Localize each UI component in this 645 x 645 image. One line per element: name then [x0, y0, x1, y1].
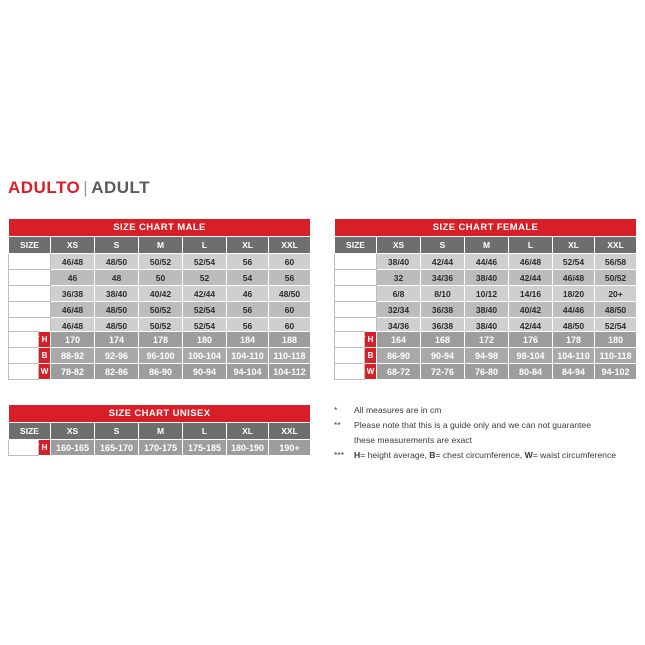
female-col-xs: XS: [377, 237, 421, 254]
table-row: [335, 270, 637, 286]
female-measure-cell: 98-104: [509, 348, 553, 364]
female-measure-cell: 94-98: [465, 348, 509, 364]
female-measure-cell: 104-110: [553, 348, 595, 364]
female-cell: 18/20: [553, 286, 595, 302]
female-row-label-de: DE: [335, 270, 377, 286]
female-cell: 48/50: [553, 318, 595, 334]
male-cell: 46/48: [51, 254, 95, 270]
male-cell: 56: [227, 254, 269, 270]
female-cell: 6/8: [377, 286, 421, 302]
male-cell: 50/52: [139, 302, 183, 318]
note-text-continued: these measurements are exact: [354, 435, 472, 445]
female-cell: 36/38: [421, 302, 465, 318]
unisex-col-xxl: XXL: [269, 423, 311, 440]
table-row: [9, 364, 311, 380]
female-col-l: L: [509, 237, 553, 254]
male-cell: 48/50: [95, 254, 139, 270]
male-col-l: L: [183, 237, 227, 254]
female-table-column-header-row: [335, 237, 637, 254]
female-col-xl: XL: [553, 237, 595, 254]
male-measure-cell: 104-112: [269, 364, 311, 380]
female-cell: 46/48: [553, 270, 595, 286]
male-cell: 60: [269, 254, 311, 270]
unisex-measure-cell: 175-185: [183, 440, 227, 456]
female-measure-cell: 172: [465, 332, 509, 348]
male-cell: 36/38: [51, 286, 95, 302]
male-cell: 52/54: [183, 318, 227, 334]
table-row: [9, 270, 311, 286]
female-cell: 34/36: [421, 270, 465, 286]
male-col-m: M: [139, 237, 183, 254]
male-row-label-de: DE: [9, 270, 51, 286]
female-measure-cell: 84-94: [553, 364, 595, 380]
table-row: [335, 286, 637, 302]
female-measure-cell: 90-94: [421, 348, 465, 364]
male-measure-label-chest: CHEST: [9, 348, 39, 364]
female-cell: 38/40: [465, 270, 509, 286]
male-cell: 56: [227, 302, 269, 318]
table-row: [9, 254, 311, 270]
male-measure-cell: 178: [139, 332, 183, 348]
male-measure-cell: 174: [95, 332, 139, 348]
male-cell: 52/54: [183, 302, 227, 318]
female-col-xxl: XXL: [595, 237, 637, 254]
male-table-heading: SIZE CHART MALE: [9, 219, 311, 237]
female-measure-cell: 72-76: [421, 364, 465, 380]
female-cell: 8/10: [421, 286, 465, 302]
male-measure-cell: 100-104: [183, 348, 227, 364]
female-cell: 48/50: [595, 302, 637, 318]
size-chart-female-table: [334, 218, 637, 334]
female-cell: 14/16: [509, 286, 553, 302]
note-item: [334, 419, 642, 432]
female-measure-cell: 178: [553, 332, 595, 348]
female-cell: 42/44: [421, 254, 465, 270]
male-cell: 50: [139, 270, 183, 286]
male-measure-cell: 180: [183, 332, 227, 348]
female-cell: 40/42: [509, 302, 553, 318]
note-text: All measures are in cm: [354, 405, 442, 415]
male-measure-cell: 170: [51, 332, 95, 348]
male-cell: 42/44: [183, 286, 227, 302]
male-measure-cell: 78-82: [51, 364, 95, 380]
female-cell: 44/46: [465, 254, 509, 270]
female-row-label-f: F: [335, 302, 377, 318]
table-row: [9, 332, 311, 348]
male-row-label-uk: UK: [9, 286, 51, 302]
female-measure-cell: 180: [595, 332, 637, 348]
female-measure-code-b: B: [365, 348, 377, 364]
male-measure-cell: 96-100: [139, 348, 183, 364]
unisex-table-heading-row: [9, 405, 311, 423]
female-col-m: M: [465, 237, 509, 254]
female-measure-cell: 94-102: [595, 364, 637, 380]
table-row: [335, 348, 637, 364]
female-cell: 56/58: [595, 254, 637, 270]
male-cell: 60: [269, 318, 311, 334]
female-measure-label-waist: WAIST: [335, 364, 365, 380]
unisex-col-m: M: [139, 423, 183, 440]
male-cell: 46: [227, 286, 269, 302]
unisex-measure-cell: 180-190: [227, 440, 269, 456]
female-cell: 20+: [595, 286, 637, 302]
male-measure-cell: 92-96: [95, 348, 139, 364]
table-row: [335, 364, 637, 380]
female-cell: 44/46: [553, 302, 595, 318]
female-measure-cell: 110-118: [595, 348, 637, 364]
note-text: Please note that this is a guide only and we can not guarantee: [354, 420, 591, 430]
size-chart-unisex-table: [8, 404, 311, 456]
female-cell: 36/38: [421, 318, 465, 334]
unisex-measure-label-height: HEIGHT: [9, 440, 39, 456]
page-title-italian: ADULTO: [8, 178, 81, 197]
female-measure-cell: 86-90: [377, 348, 421, 364]
male-measure-cell: 188: [269, 332, 311, 348]
male-cell: 38/40: [95, 286, 139, 302]
female-measure-cell: 176: [509, 332, 553, 348]
female-measure-cell: 80-84: [509, 364, 553, 380]
note-marker: **: [334, 420, 341, 430]
note-marker: ***: [334, 450, 345, 460]
male-measure-cell: 184: [227, 332, 269, 348]
male-measure-cell: 82-86: [95, 364, 139, 380]
male-measure-code-b: B: [39, 348, 51, 364]
male-cell: 56: [227, 318, 269, 334]
table-row: [9, 348, 311, 364]
male-measure-code-w: W: [39, 364, 51, 380]
male-cell: 48/50: [95, 318, 139, 334]
male-measure-cell: 88-92: [51, 348, 95, 364]
male-cell: 50/52: [139, 254, 183, 270]
male-measure-label-height: HEIGHT: [9, 332, 39, 348]
male-table-column-header-row: [9, 237, 311, 254]
female-cell: 38/40: [465, 302, 509, 318]
female-cell: 34/36: [377, 318, 421, 334]
note-item: [334, 449, 642, 462]
male-measure-cell: 94-104: [227, 364, 269, 380]
notes-block: [334, 404, 642, 464]
male-cell: 56: [269, 270, 311, 286]
unisex-col-l: L: [183, 423, 227, 440]
male-measure-cell: 110-118: [269, 348, 311, 364]
unisex-col-size: SIZE: [9, 423, 51, 440]
table-row: [9, 302, 311, 318]
male-row-label-it: IT: [9, 254, 51, 270]
female-measure-cell: 164: [377, 332, 421, 348]
unisex-measure-cell: 160-165: [51, 440, 95, 456]
male-cell: 48/50: [95, 302, 139, 318]
female-measure-code-w: W: [365, 364, 377, 380]
male-col-xs: XS: [51, 237, 95, 254]
unisex-measure-cell: 190+: [269, 440, 311, 456]
female-row-label-it: IT: [335, 254, 377, 270]
note-item: [334, 404, 642, 417]
male-cell: 60: [269, 302, 311, 318]
note-legend-text: H= height average, B= chest circumference, W= waist circumference: [354, 450, 617, 460]
unisex-col-xs: XS: [51, 423, 95, 440]
female-cell: 42/44: [509, 270, 553, 286]
unisex-measure-code-h: H: [39, 440, 51, 456]
male-col-xl: XL: [227, 237, 269, 254]
male-cell: 52: [183, 270, 227, 286]
table-row: [335, 254, 637, 270]
female-cell: 10/12: [465, 286, 509, 302]
female-measure-label-chest: CHEST: [335, 348, 365, 364]
female-cell: 52/54: [595, 318, 637, 334]
table-row: [9, 440, 311, 456]
female-row-label-uk: UK: [335, 286, 377, 302]
size-chart-male-table: [8, 218, 311, 334]
female-measure-label-height: HEIGHT: [335, 332, 365, 348]
male-cell: 46: [51, 270, 95, 286]
male-measure-label-waist: WAIST: [9, 364, 39, 380]
male-cell: 48/50: [269, 286, 311, 302]
male-cell: 46/48: [51, 302, 95, 318]
female-cell: 32: [377, 270, 421, 286]
male-measure-cell: 90-94: [183, 364, 227, 380]
male-col-s: S: [95, 237, 139, 254]
table-row: [9, 286, 311, 302]
male-cell: 46/48: [51, 318, 95, 334]
female-cell: 50/52: [595, 270, 637, 286]
male-cell: 54: [227, 270, 269, 286]
unisex-measure-cell: 165-170: [95, 440, 139, 456]
male-measure-cell: 104-110: [227, 348, 269, 364]
male-cell: 48: [95, 270, 139, 286]
size-chart-female-measures-table: [334, 331, 637, 380]
female-cell: 52/54: [553, 254, 595, 270]
unisex-table-heading: SIZE CHART UNISEX: [9, 405, 311, 423]
female-cell: 46/48: [509, 254, 553, 270]
female-table-heading-row: [335, 219, 637, 237]
size-chart-male-measures-table: [8, 331, 311, 380]
female-measure-cell: 68-72: [377, 364, 421, 380]
male-table-heading-row: [9, 219, 311, 237]
female-row-label-e: E: [335, 318, 377, 334]
note-marker: *: [334, 405, 338, 415]
female-col-s: S: [421, 237, 465, 254]
male-row-label-f: F: [9, 302, 51, 318]
female-cell: 38/40: [377, 254, 421, 270]
female-measure-cell: 76-80: [465, 364, 509, 380]
page-title-english: ADULT: [91, 178, 151, 197]
female-cell: 38/40: [465, 318, 509, 334]
unisex-table-column-header-row: [9, 423, 311, 440]
unisex-col-s: S: [95, 423, 139, 440]
male-cell: 50/52: [139, 318, 183, 334]
male-col-size: SIZE: [9, 237, 51, 254]
table-row: [335, 332, 637, 348]
female-measure-cell: 168: [421, 332, 465, 348]
male-cell: 52/54: [183, 254, 227, 270]
page-title: [8, 178, 150, 198]
female-table-heading: SIZE CHART FEMALE: [335, 219, 637, 237]
male-row-label-e: E: [9, 318, 51, 334]
female-measure-code-h: H: [365, 332, 377, 348]
male-measure-cell: 86-90: [139, 364, 183, 380]
female-cell: 42/44: [509, 318, 553, 334]
table-row: [335, 302, 637, 318]
page-title-separator: |: [83, 178, 89, 197]
female-cell: 32/34: [377, 302, 421, 318]
unisex-measure-cell: 170-175: [139, 440, 183, 456]
male-cell: 40/42: [139, 286, 183, 302]
unisex-col-xl: XL: [227, 423, 269, 440]
female-col-size: SIZE: [335, 237, 377, 254]
male-col-xxl: XXL: [269, 237, 311, 254]
male-measure-code-h: H: [39, 332, 51, 348]
